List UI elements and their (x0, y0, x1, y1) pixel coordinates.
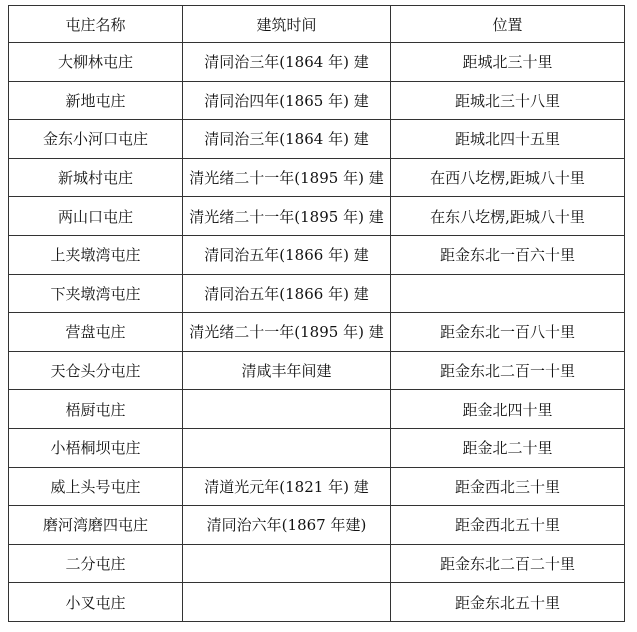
cell-location: 距金东北一百八十里 (391, 313, 625, 352)
table-body (9, 43, 625, 622)
cell-name: 威上头号屯庄 (9, 467, 183, 506)
table-row (9, 274, 625, 313)
cell-location: 距金西北三十里 (391, 467, 625, 506)
cell-build-time: 清咸丰年间建 (183, 351, 391, 390)
cell-name: 梧厨屯庄 (9, 390, 183, 429)
cell-location: 距金北二十里 (391, 428, 625, 467)
cell-build-time: 清同治四年(1865 年) 建 (183, 81, 391, 120)
table-row (9, 544, 625, 583)
header-location: 位置 (391, 6, 625, 43)
cell-name: 天仓头分屯庄 (9, 351, 183, 390)
cell-build-time: 清同治五年(1866 年) 建 (183, 274, 391, 313)
table-row (9, 120, 625, 159)
cell-name: 磨河湾磨四屯庄 (9, 506, 183, 545)
table-row (9, 390, 625, 429)
cell-build-time (183, 583, 391, 622)
header-build-time: 建筑时间 (183, 6, 391, 43)
cell-build-time: 清道光元年(1821 年) 建 (183, 467, 391, 506)
header-name: 屯庄名称 (9, 6, 183, 43)
cell-build-time: 清同治五年(1866 年) 建 (183, 235, 391, 274)
cell-location: 距城北四十五里 (391, 120, 625, 159)
cell-location: 距金东北五十里 (391, 583, 625, 622)
tunzhuang-table (8, 5, 625, 622)
cell-name: 下夹墩湾屯庄 (9, 274, 183, 313)
cell-build-time: 清同治三年(1864 年) 建 (183, 43, 391, 82)
cell-build-time (183, 428, 391, 467)
cell-name: 小叉屯庄 (9, 583, 183, 622)
tunzhuang-table-container (8, 5, 625, 622)
table-row (9, 583, 625, 622)
cell-name: 二分屯庄 (9, 544, 183, 583)
table-row (9, 428, 625, 467)
cell-location: 距金北四十里 (391, 390, 625, 429)
table-header-row (9, 6, 625, 43)
table-row (9, 467, 625, 506)
cell-location (391, 274, 625, 313)
cell-name: 营盘屯庄 (9, 313, 183, 352)
cell-build-time: 清光绪二十一年(1895 年) 建 (183, 197, 391, 236)
cell-build-time: 清同治三年(1864 年) 建 (183, 120, 391, 159)
table-row (9, 197, 625, 236)
cell-build-time: 清光绪二十一年(1895 年) 建 (183, 158, 391, 197)
table-row (9, 313, 625, 352)
cell-location: 距金东北一百六十里 (391, 235, 625, 274)
cell-location: 在西八圪楞,距城八十里 (391, 158, 625, 197)
cell-name: 新地屯庄 (9, 81, 183, 120)
cell-location: 距金东北二百一十里 (391, 351, 625, 390)
cell-name: 新城村屯庄 (9, 158, 183, 197)
cell-build-time: 清光绪二十一年(1895 年) 建 (183, 313, 391, 352)
table-row (9, 43, 625, 82)
cell-name: 大柳林屯庄 (9, 43, 183, 82)
cell-location: 距城北三十八里 (391, 81, 625, 120)
cell-build-time (183, 544, 391, 583)
cell-name: 小梧桐坝屯庄 (9, 428, 183, 467)
cell-location: 距城北三十里 (391, 43, 625, 82)
table-row (9, 351, 625, 390)
table-row (9, 506, 625, 545)
cell-build-time (183, 390, 391, 429)
cell-name: 金东小河口屯庄 (9, 120, 183, 159)
cell-build-time: 清同治六年(1867 年建) (183, 506, 391, 545)
cell-location: 在东八圪楞,距城八十里 (391, 197, 625, 236)
table-row (9, 81, 625, 120)
table-row (9, 235, 625, 274)
cell-name: 两山口屯庄 (9, 197, 183, 236)
cell-location: 距金西北五十里 (391, 506, 625, 545)
cell-location: 距金东北二百二十里 (391, 544, 625, 583)
cell-name: 上夹墩湾屯庄 (9, 235, 183, 274)
table-row (9, 158, 625, 197)
